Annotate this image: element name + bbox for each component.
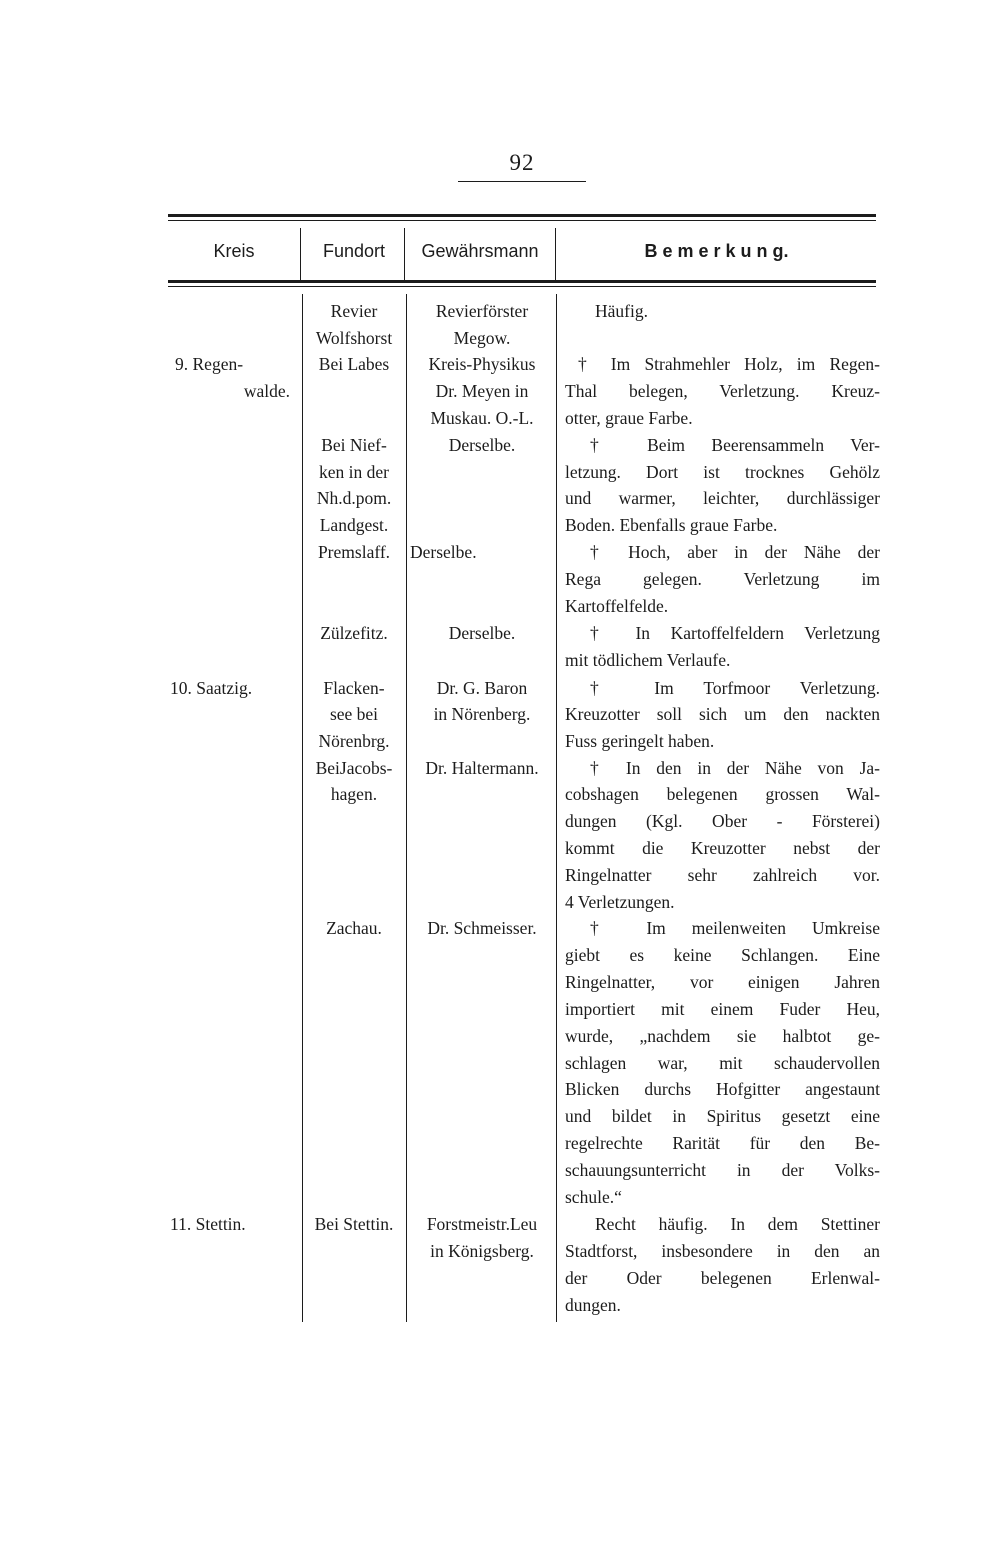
fundort-cell: Flacken- [323,678,385,698]
header-bottom-rule-thick [168,280,876,283]
gewaehrsmann-cell: Derselbe. [410,542,477,562]
column-divider [556,294,557,1322]
bemerkung-line: schlagen war, mit schaudervollen [565,1053,880,1073]
fundort-cell: Nh.d.pom. [316,488,392,508]
kreis-cell: walde. [243,381,290,401]
fundort-cell: ken in der [319,462,389,482]
bemerkung-line: giebt es keine Schlangen. Eine [565,945,880,965]
bemerkung-line: Ringelnatter sehr zahlreich vor. [565,865,880,885]
header-divider [555,228,556,280]
header-bottom-rule-thin [168,286,876,287]
bemerkung-line: wurde, „nachdem sie halbtot ge- [565,1026,880,1046]
bemerkung-line: Ringelnatter, vor einigen Jahren [565,972,880,992]
bemerkung-line: dungen. [565,1295,621,1315]
bemerkung-line: cobshagen belegenen grossen Wal- [565,784,880,804]
header-divider [404,228,405,280]
fundort-cell: Bei Stettin. [314,1214,394,1234]
bemerkung-line: Kreuzotter soll sich um den nackten [565,704,880,724]
bemerkung-line: † In Kartoffelfeldern Verletzung [590,623,880,643]
bemerkung-line: Häufig. [595,301,648,321]
bemerkung-line: regelrechte Rarität für den Be- [565,1133,880,1153]
bemerkung-line: dungen (Kgl. Ober - Försterei) [565,811,880,831]
fundort-cell: BeiJacobs- [315,758,393,778]
kreis-cell: 10. Saatzig. [170,678,253,698]
fundort-cell: Wolfshorst [315,328,393,348]
gewaehrsmann-cell: Kreis-Physikus [428,354,536,374]
kreis-cell: 9. Regen- [175,354,244,374]
page-number: 92 [509,150,535,175]
header-bemerkung: B e m e r k u n g. [644,241,789,261]
gewaehrsmann-cell: Derselbe. [448,623,516,643]
gewaehrsmann-cell: in Königsberg. [430,1241,534,1261]
bemerkung-line: 4 Verletzungen. [565,892,675,912]
fundort-cell: Zülzefitz. [320,623,388,643]
bemerkung-line: mit tödlichem Verlaufe. [565,650,731,670]
fundort-cell: Revier [330,301,378,321]
fundort-cell: hagen. [330,784,378,804]
bemerkung-line: † Im Strahmehler Holz, im Regen- [578,354,880,374]
bemerkung-line: † Hoch, aber in der Nähe der [590,542,880,562]
bemerkung-line: Blicken durchs Hofgitter angestaunt [565,1079,880,1099]
fundort-cell: Zachau. [326,918,382,938]
gewaehrsmann-cell: in Nörenberg. [433,704,531,724]
header-divider [300,228,301,280]
table-top-rule-thin [168,220,876,221]
header-kreis: Kreis [213,241,255,261]
gewaehrsmann-cell: Dr. Haltermann. [425,758,539,778]
table-top-rule-thick [168,214,876,217]
bemerkung-line: schauungsunterricht in der Volks- [565,1160,880,1180]
bemerkung-line: und warmer, leichter, durchlässiger [565,488,880,508]
gewaehrsmann-cell: Dr. Schmeisser. [427,918,537,938]
bemerkung-line: † Im Torfmoor Verletzung. [590,678,880,698]
header-fundort: Fundort [322,241,386,261]
bemerkung-line: † In den in der Nähe von Ja- [590,758,880,778]
gewaehrsmann-cell: Megow. [453,328,511,348]
bemerkung-line: Kartoffelfelde. [565,596,669,616]
bemerkung-line: Fuss geringelt haben. [565,731,715,751]
bemerkung-line: Stadtforst, insbesondere in den an [565,1241,880,1261]
bemerkung-line: der Oder belegenen Erlenwal- [565,1268,880,1288]
bemerkung-line: † Beim Beerensammeln Ver- [590,435,880,455]
column-divider [406,294,407,1322]
gewaehrsmann-cell: Revierförster [435,301,529,321]
gewaehrsmann-cell: Muskau. O.-L. [430,408,534,428]
bemerkung-line: importiert mit einem Fuder Heu, [565,999,880,1019]
bemerkung-line: letzung. Dort ist trocknes Gehölz [565,462,880,482]
header-gewaehrsmann: Gewährsmann [421,241,539,261]
fundort-cell: Bei Labes [318,354,390,374]
bemerkung-line: schule.“ [565,1187,622,1207]
fundort-cell: Bei Nief- [321,435,387,455]
gewaehrsmann-cell: Dr. Meyen in [435,381,529,401]
kreis-cell: 11. Stettin. [170,1214,246,1234]
fundort-cell: Landgest. [319,515,389,535]
bemerkung-line: und bildet in Spiritus gesetzt eine [565,1106,880,1126]
bemerkung-line: Boden. Ebenfalls graue Farbe. [565,515,778,535]
gewaehrsmann-cell: Forstmeistr.Leu [426,1214,538,1234]
fundort-cell: Nörenbrg. [318,731,390,751]
gewaehrsmann-cell: Derselbe. [448,435,516,455]
bemerkung-line: kommt die Kreuzotter nebst der [565,838,880,858]
bemerkung-line: Recht häufig. In dem Stettiner [595,1214,880,1234]
bemerkung-line: otter, graue Farbe. [565,408,693,428]
bemerkung-line: Thal belegen, Verletzung. Kreuz- [565,381,880,401]
bemerkung-line: † Im meilenweiten Umkreise [590,918,880,938]
bemerkung-line: Rega gelegen. Verletzung im [565,569,880,589]
gewaehrsmann-cell: Dr. G. Baron [436,678,528,698]
column-divider [302,294,303,1322]
fundort-cell: see bei [329,704,379,724]
page-number-underline [458,181,586,182]
fundort-cell: Premslaff. [317,542,391,562]
